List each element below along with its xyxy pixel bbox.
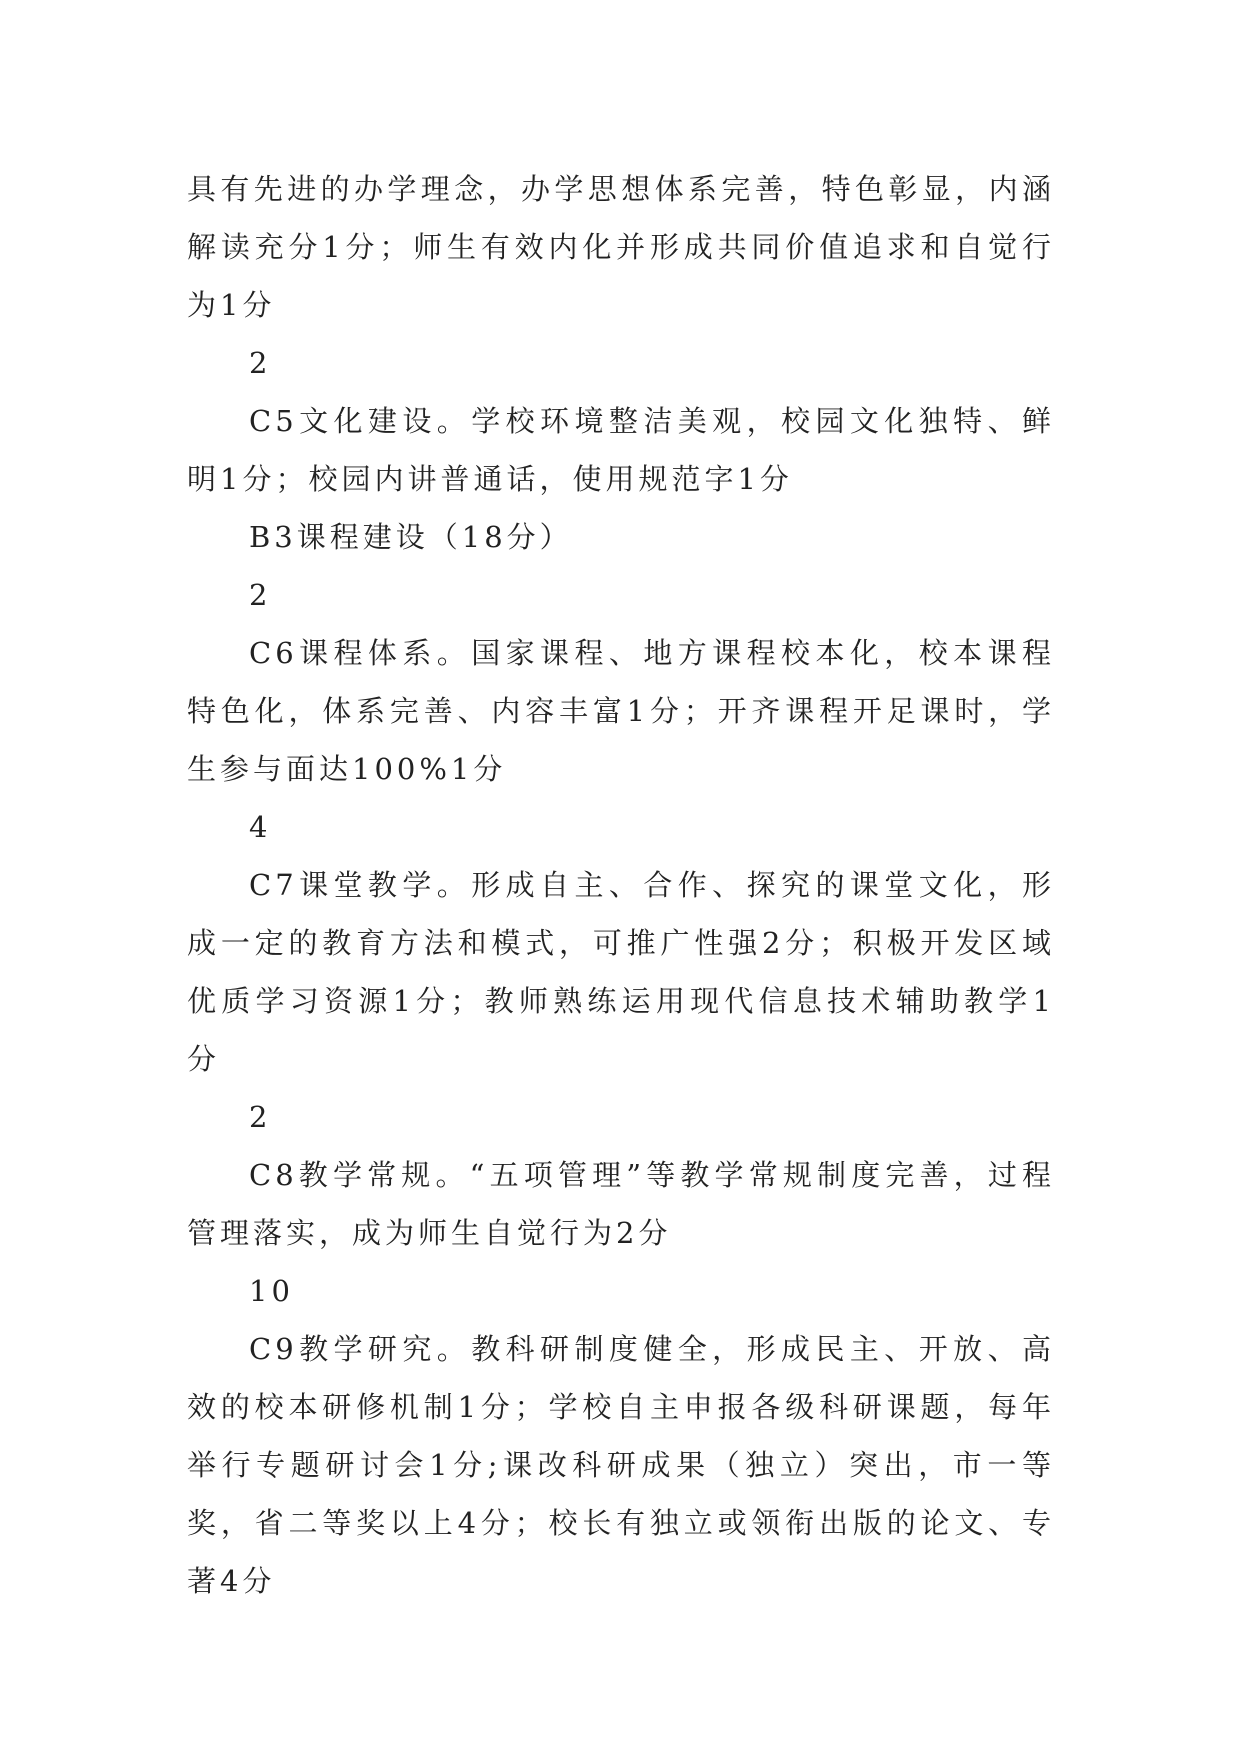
score-value: 2 bbox=[249, 578, 272, 612]
paragraph-school-philosophy: 具有先进的办学理念，办学思想体系完善，特色彰显，内涵解读充分1分；师生有效内化并形成共同价值追求和自觉行为1分 bbox=[187, 172, 1055, 322]
score-value: 2 bbox=[249, 346, 272, 380]
document-body bbox=[187, 160, 1055, 1610]
paragraph-c7-teaching: C7课堂教学。形成自主、合作、探究的课堂文化，形成一定的教育方法和模式，可推广性强2分；积极开发区域优质学习资源1分；教师熟练运用现代信息技术辅助教学1分 bbox=[187, 868, 1055, 1076]
paragraph-c5-culture: C5文化建设。学校环境整洁美观，校园文化独特、鲜明1分；校园内讲普通话，使用规范字1分 bbox=[187, 404, 1055, 496]
paragraph-c6-curriculum: C6课程体系。国家课程、地方课程校本化，校本课程特色化，体系完善、内容丰富1分；开齐课程开足课时，学生参与面达100%1分 bbox=[187, 636, 1055, 786]
paragraph-c8-routine: C8教学常规。“五项管理”等教学常规制度完善，过程管理落实，成为师生自觉行为2分 bbox=[187, 1158, 1055, 1250]
score-value: 4 bbox=[249, 810, 272, 844]
paragraph-c9-research: C9教学研究。教科研制度健全，形成民主、开放、高效的校本研修机制1分；学校自主申报各级科研课题，每年举行专题研讨会1分;课改科研成果（独立）突出，市一等奖，省二等奖以上4分；校长有独立或领衔出版的论文、专著4分 bbox=[187, 1332, 1055, 1598]
section-heading-b3: B3课程建设（18分） bbox=[249, 520, 573, 554]
score-value: 2 bbox=[249, 1100, 272, 1134]
score-value: 10 bbox=[249, 1274, 294, 1308]
